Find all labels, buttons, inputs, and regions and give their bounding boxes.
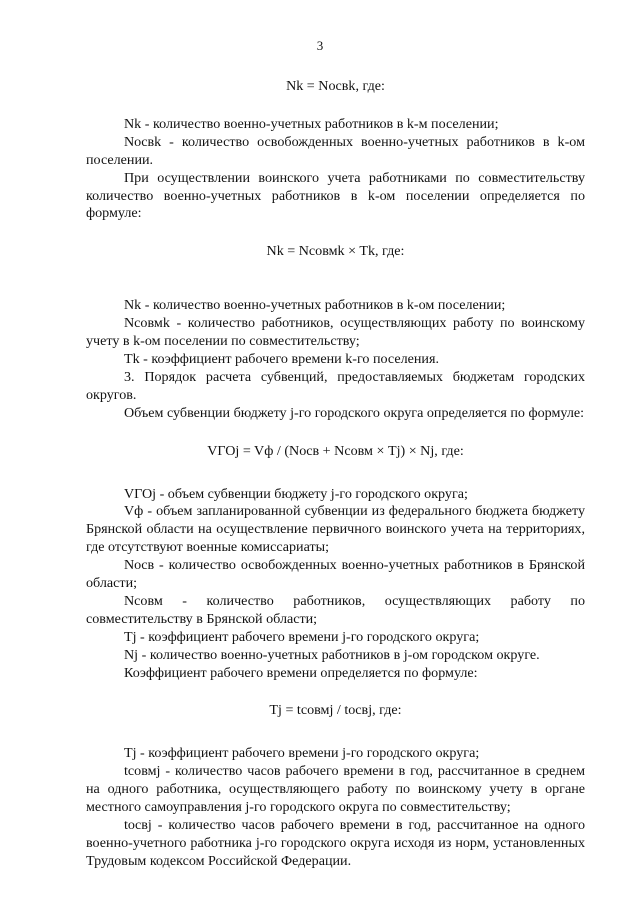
page-number: 3 bbox=[316, 38, 324, 53]
paragraph: Tk - коэффициент рабочего времени k-го поселения. bbox=[124, 350, 439, 367]
formula-nk-ocv: Nk = Nocвk, где: bbox=[286, 78, 385, 94]
paragraph: При осуществлении воинского учета работниками по совместительству количество военно-учетных работников в k-ом поселении определяется по формуле: bbox=[86, 169, 585, 222]
paragraph: Ncoвм - количество работников, осуществляющих работу по совместительству в Брянской области; bbox=[86, 592, 585, 627]
document-body bbox=[86, 78, 585, 871]
formula-nk-sovm: Nk = Ncoвмk × Tk, где: bbox=[266, 243, 405, 260]
paragraph: Nocвk - количество освобожденных военно-учетных работников в k-ом поселении. bbox=[86, 133, 585, 168]
paragraph: Nocв - количество освобожденных военно-учетных работников в Брянской области; bbox=[86, 557, 585, 592]
paragraph: Tj - коэффициент рабочего времени j-го городского округа; bbox=[124, 745, 480, 762]
paragraph: Nj - количество военно-учетных работников в j-ом городском округе. bbox=[124, 646, 540, 663]
paragraph: Vф - объем запланированной субвенции из федерального бюджета бюджету Брянской области на осуществление первичного воинского учета на территориях, где отсутствуют военные комиссариаты; bbox=[86, 503, 585, 556]
paragraph: Коэффициент рабочего времени определяется по формуле: bbox=[124, 664, 478, 681]
section-heading: 3. Порядок расчета субвенций, предоставляемых бюджетам городских округов. bbox=[86, 368, 585, 403]
formula-tj: Tj = tcoвмj / tocвj, где: bbox=[269, 702, 402, 719]
paragraph: VГОj - объем субвенции бюджету j-го городского округа; bbox=[124, 485, 468, 502]
paragraph: tcoвмj - количество часов рабочего времени в год, рассчитанное в среднем на одного работника, осуществляющего работу по воинскому учету в органе местного самоуправления j-го городского округа по совместительству; bbox=[86, 763, 585, 816]
formula-vgo: VГОj = Vф / (Nocв + Ncoвм × Tj) × Nj, где: bbox=[207, 442, 464, 459]
paragraph: Tj - коэффициент рабочего времени j-го городского округа; bbox=[124, 628, 480, 645]
paragraph: Объем субвенции бюджету j-го городского округа определяется по формуле: bbox=[124, 404, 585, 421]
paragraph: Nk - количество военно-учетных работников в k-ом поселении; bbox=[124, 297, 506, 314]
paragraph: Ncoвмk - количество работников, осуществляющих работу по воинскому учету в k-ом поселении по совместительству; bbox=[86, 315, 585, 350]
paragraph: tocвj - количество часов рабочего времени в год, рассчитанное на одного военно-учетного работника j-го городского округа исходя из норм, установленных Трудовым кодексом Российской Федерации. bbox=[86, 817, 585, 869]
paragraph: Nk - количество военно-учетных работников в k-м поселении; bbox=[124, 115, 499, 132]
